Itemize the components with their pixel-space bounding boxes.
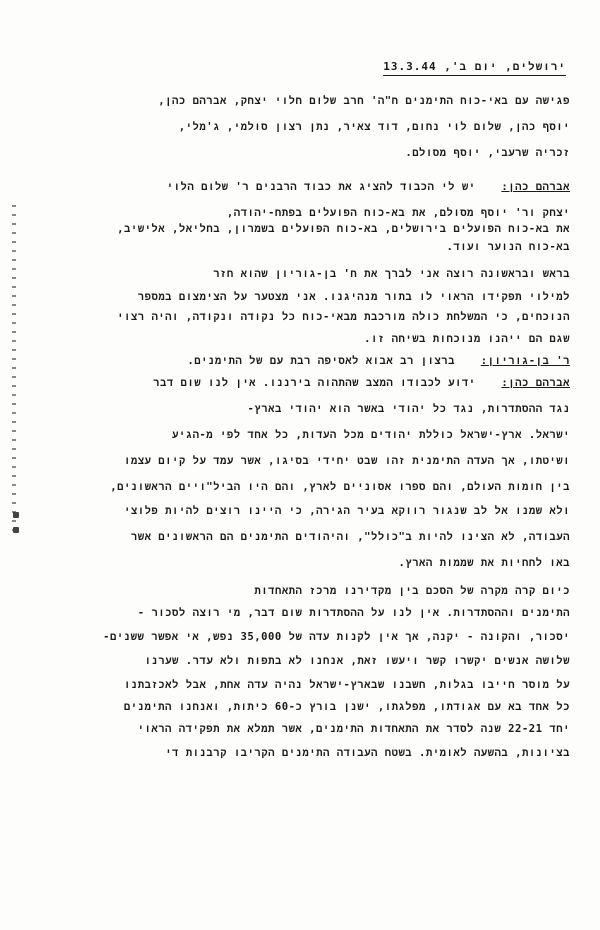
speech-text: ברצון רב אבוא לאסיפה רבת עם של התימנים.	[187, 355, 455, 367]
speech-line-2: יצחק ור' יוסף מסולם, את בא-כוח הפועלים בפתח-יהודה,	[226, 207, 570, 219]
speech-line-7: הנוכחים, כי המשלחת כולה מורכבת מבאי-כוח כל נקודה ונקודה, והיה רצוי	[117, 311, 570, 323]
speech-line-12: ישראל. ארץ-ישראל כוללת יהודים מכל העדות, כל אחד לפי מ-הגיע	[172, 429, 570, 441]
speech-line-1	[26, 180, 570, 194]
speech-line-16: העבודה, לא הצינו להיות ב"כולל", והיהודים התימנים הם הראשונים אשר	[130, 531, 570, 543]
speech-text: ידוע לכבודו המצב שהתהוה בירננו. אין לנו שום דבר	[153, 377, 476, 389]
binder-dot-1	[13, 512, 19, 518]
speech-line-9	[26, 354, 570, 368]
speaker-name: אברהם כהן:	[501, 377, 570, 389]
speech-line-19: התימנים וההסתדרות. אין לנו על ההסתדרות שום דבר, מי רוצה לסכור -	[137, 607, 570, 619]
speech-line-15: ולא שמנו אל לב שנגור רווקא בעיר הגירה, כי היינו רוצים להיות פלוצי	[124, 505, 570, 517]
speech-line-4: בא-כוח הנוער ועוד.	[446, 241, 570, 253]
speech-line-20: יסכור, והקונה - יקנה, אך אין לקנות עדה של 35,000 נפש, אי אפשר ששנים-	[103, 631, 570, 643]
speech-line-21: שלושה אנשים יקשרו קשר ויעשו זאת, אנחנו לא בתפות ולא עדר. שערנו	[144, 655, 570, 667]
speech-line-5: בראש ובראשונה רוצה אני לברך את ח' בן-גוריון שהוא חזר	[213, 268, 570, 280]
speech-line-14: בין חומות העולם, והם ספרו אסוניים לארץ, והם היו הביל"ויים הראשונים,	[110, 481, 570, 493]
speech-line-22: על מוסר חייבו בגלות, חשבנו שבארץ-ישראל נהיה עדה אחת, אבל לאכזבתנו	[124, 679, 570, 691]
binder-dot-2	[13, 527, 19, 533]
speech-text: יש לי הכבוד להציג את כבוד הרבנים ר' שלום הלוי	[166, 181, 476, 193]
speaker-name: ר' בן-גוריון:	[480, 355, 570, 367]
speech-line-23: כל אחד בא עם אגודתו, מפלגתו, ישנן בורץ כ-60 כיתות, ואנחנו התימנים	[123, 701, 570, 713]
speech-line-25: בציונות, בהשעה לאומית. בשטח העבודה התימנים הקריבו קרבנות די	[165, 747, 570, 759]
speech-line-10	[26, 376, 570, 390]
participants-line-3: זכריה שרעבי, יוסף מסולם.	[405, 147, 570, 159]
binder-holes	[12, 205, 16, 535]
date-header: ירושלים, יום ב', 13.3.44	[383, 60, 566, 76]
participants-line-2: יוסף כהן, שלום לוי נחום, דוד צאיר, נתן רצון סולמי, ג'מלי,	[178, 121, 570, 133]
speech-line-11: נגד ההסתדרות, נגד כל יהודי באשר הוא יהודי בארץ-	[247, 403, 570, 415]
speech-line-8: שגם הם ייהנו מנוכחות בשיחה זו.	[364, 333, 570, 345]
speech-line-13: ושיטתו, אך העדה התימנית זהו שבט יחידי בסיגו, אשר עמד על קיום עצמו	[123, 455, 570, 467]
speaker-name: אברהם כהן:	[501, 181, 570, 193]
speech-line-6: למילוי תפקידו הראוי לו בתור מנהיגנו. אני מצטער על הצימצום במספר	[137, 291, 570, 303]
participants-line-1: פגישה עם באי-כוח התימנים ח"ה' חרב שלום חלוי יצחק, אברהם כהן,	[158, 95, 570, 107]
speech-line-3: את בא-כוח הפועלים בירושלים, בא-כוח הפועלים בשמרון, בחליאל, אלישיב,	[117, 223, 570, 235]
speech-line-18: כיום קרה מקרה של הסכם בין מקדירנו מרכז התאחדות	[254, 585, 570, 597]
speech-line-24: יחד 22-21 שנה לסדר את התאחדות התימנים, אשר תמלא את תפקידה הראוי	[137, 723, 570, 735]
speech-line-17: באו לחחיות את שממות הארץ.	[398, 557, 570, 569]
